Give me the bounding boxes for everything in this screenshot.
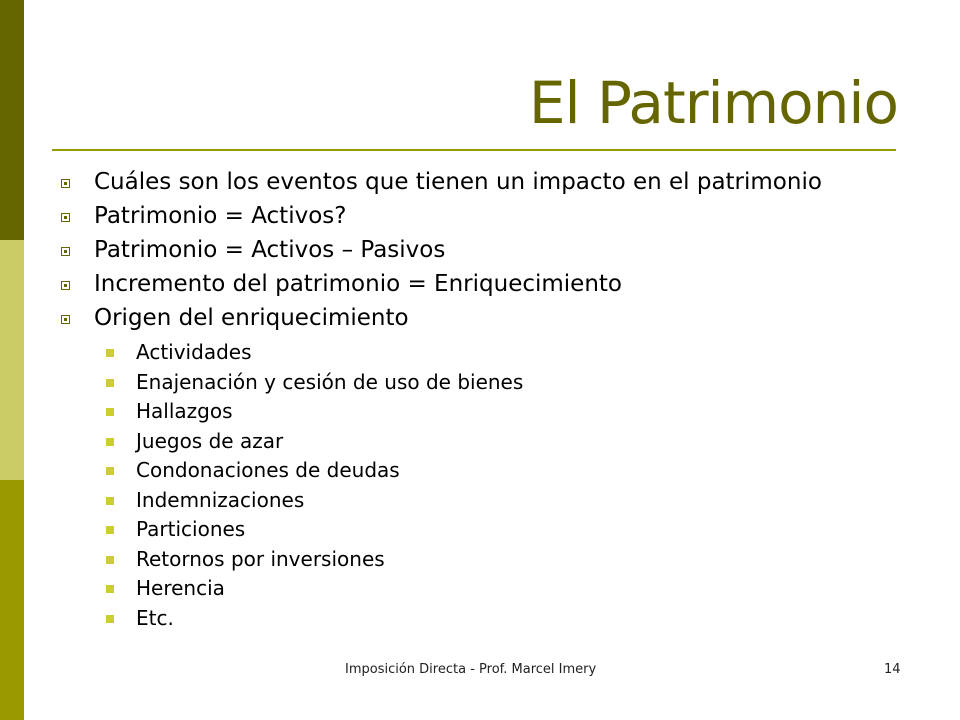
sub-bullet-text: Retornos por inversiones [136, 546, 385, 571]
filled-square-bullet-icon [106, 408, 114, 416]
filled-square-bullet-icon [106, 615, 114, 623]
bullet-item [60, 306, 900, 331]
square-bullet-icon [61, 213, 70, 222]
filled-square-bullet-icon [106, 467, 114, 475]
bullet-text: Origen del enriquecimiento [94, 305, 409, 331]
sub-bullet-text: Herencia [136, 576, 225, 600]
sub-bullet-item [60, 545, 900, 575]
sub-bullet-item [60, 604, 900, 634]
sub-bullet-text: Enajenación y cesión de uso de bienes [136, 369, 524, 394]
slide-title: El Patrimonio [528, 69, 898, 137]
filled-square-bullet-icon [106, 379, 114, 387]
sub-bullet-item [60, 486, 900, 516]
left-accent-bar-middle [0, 240, 24, 480]
sub-bullet-item [60, 427, 900, 457]
square-bullet-icon [61, 281, 70, 290]
sub-bullet-text: Actividades [136, 340, 252, 364]
bullet-item [60, 238, 900, 263]
sub-bullet-item [60, 515, 900, 545]
filled-square-bullet-icon [106, 349, 114, 357]
sub-bullet-text: Etc. [136, 605, 174, 630]
filled-square-bullet-icon [106, 526, 114, 534]
sub-bullet-item [60, 368, 900, 398]
filled-square-bullet-icon [106, 497, 114, 505]
sub-bullet-text: Condonaciones de deudas [136, 458, 400, 482]
left-accent-bar-top [0, 0, 24, 240]
sub-bullet-item [60, 397, 900, 427]
filled-square-bullet-icon [106, 585, 114, 593]
square-bullet-icon [61, 315, 70, 324]
sub-bullet-item [60, 456, 900, 486]
sub-bullet-item [60, 574, 900, 604]
left-accent-bar-bottom [0, 480, 24, 720]
slide-body [60, 170, 900, 633]
bullet-item [60, 272, 900, 297]
square-bullet-icon [61, 179, 70, 188]
bullet-text: Patrimonio = Activos? [94, 203, 347, 229]
square-bullet-icon [61, 247, 70, 256]
bullet-text: Cuáles son los eventos que tienen un impacto en el patrimonio [94, 169, 822, 195]
bullet-text: Incremento del patrimonio = Enriquecimiento [94, 271, 622, 297]
title-divider [52, 149, 896, 151]
bullet-item [60, 170, 900, 195]
page-number: 14 [884, 662, 901, 677]
filled-square-bullet-icon [106, 556, 114, 564]
sub-bullet-text: Indemnizaciones [136, 487, 305, 512]
filled-square-bullet-icon [106, 438, 114, 446]
sub-bullet-list [60, 338, 900, 633]
sub-bullet-text: Juegos de azar [136, 428, 284, 453]
sub-bullet-text: Hallazgos [136, 399, 233, 423]
slide-footer: Imposición Directa - Prof. Marcel Imery [345, 662, 597, 677]
sub-bullet-text: Particiones [136, 517, 246, 541]
bullet-item [60, 204, 900, 229]
bullet-text: Patrimonio = Activos – Pasivos [94, 237, 446, 263]
sub-bullet-item [60, 338, 900, 368]
